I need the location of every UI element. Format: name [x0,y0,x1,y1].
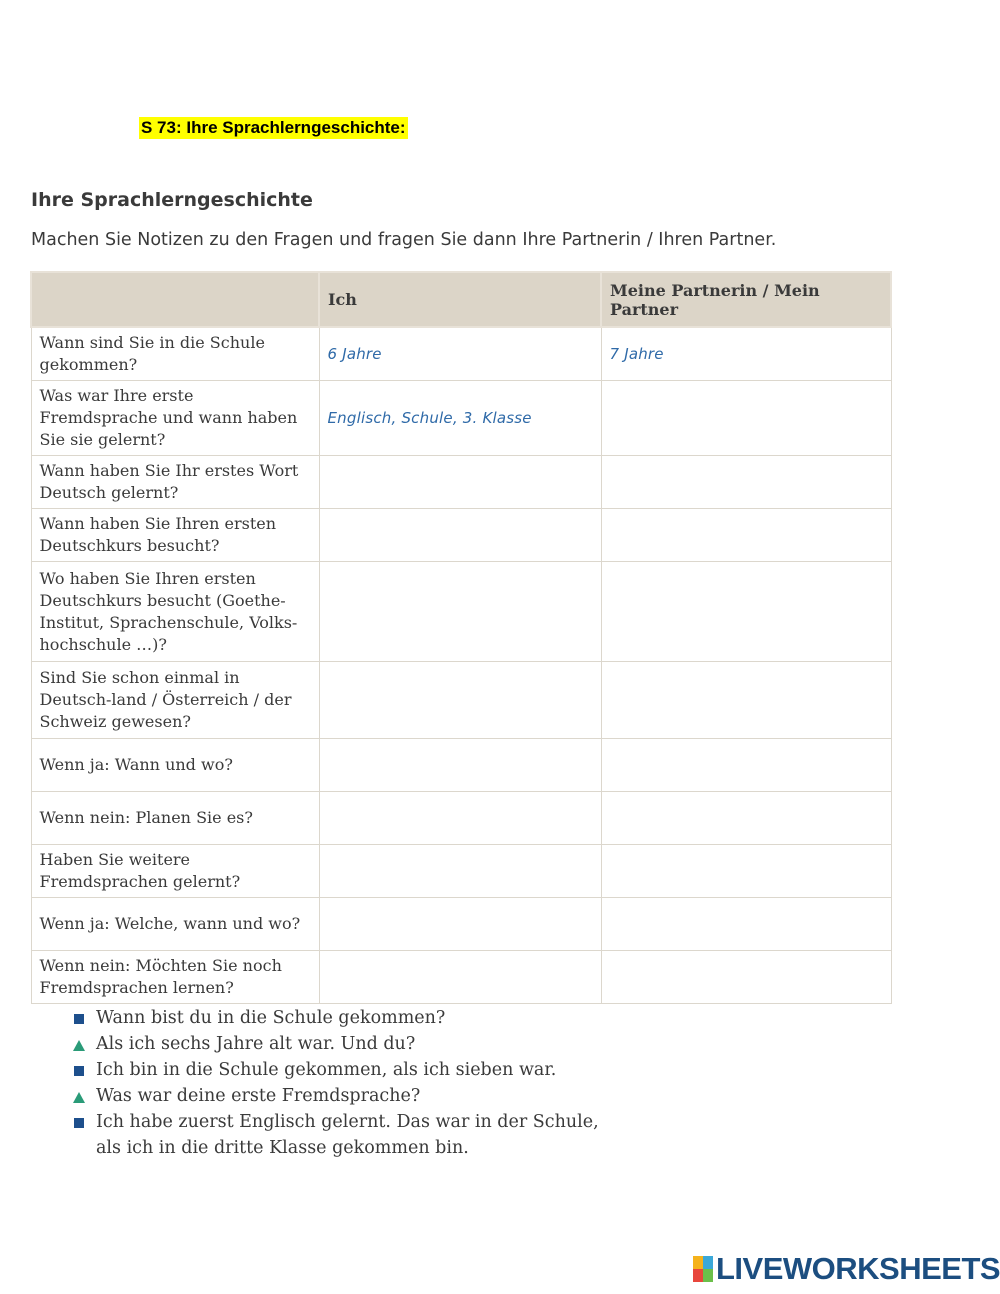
partner-answer-cell[interactable] [601,456,891,509]
ich-answer-cell[interactable] [319,456,601,509]
page-label: S 73: Ihre Sprachlerngeschichte: [141,118,406,137]
question-cell: Wann haben Sie Ihren ersten Deutschkurs besucht? [31,509,319,562]
notes-table [30,271,892,1004]
square-bullet-icon [72,1057,96,1083]
question-cell: Was war Ihre erste Fremdsprache und wann haben Sie sie gelernt? [31,381,319,456]
partner-answer-cell[interactable] [601,562,891,662]
dialog-line [72,1057,599,1083]
table-row [31,509,891,562]
ich-answer-cell[interactable]: Englisch, Schule, 3. Klasse [319,381,601,456]
ich-answer-cell[interactable] [319,792,601,845]
dialog-line [72,1031,599,1057]
table-row [31,327,891,381]
dialog-text: Als ich sechs Jahre alt war. Und du? [96,1034,416,1054]
partner-answer-cell[interactable]: 7 Jahre [601,327,891,381]
question-cell: Wo haben Sie Ihren ersten Deutschkurs besucht (Goethe-Institut, Sprachenschule, Volks-hochschule …)? [31,562,319,662]
ich-answer-cell[interactable] [319,845,601,898]
exercise-instruction: Machen Sie Notizen zu den Fragen und fragen Sie dann Ihre Partnerin / Ihren Partner. [31,230,777,250]
table-row [31,381,891,456]
question-cell: Wann haben Sie Ihr erstes Wort Deutsch gelernt? [31,456,319,509]
ich-answer-cell[interactable] [319,662,601,739]
question-cell: Wenn nein: Planen Sie es? [31,792,319,845]
table-row [31,951,891,1004]
header-ich: Ich [319,272,601,327]
dialog-text: Was war deine erste Fremdsprache? [96,1086,421,1106]
partner-answer-cell[interactable] [601,898,891,951]
partner-answer-cell[interactable] [601,845,891,898]
dialog-line [72,1005,599,1031]
triangle-bullet-icon [72,1031,96,1057]
question-cell: Wann sind Sie in die Schule gekommen? [31,327,319,381]
example-dialog [72,1005,599,1161]
partner-answer-cell[interactable] [601,662,891,739]
table-row [31,792,891,845]
question-cell: Wenn nein: Möchten Sie noch Fremdsprachen lernen? [31,951,319,1004]
table-row [31,845,891,898]
square-bullet-icon [72,1005,96,1031]
ich-answer-cell[interactable] [319,509,601,562]
question-cell: Wenn ja: Wann und wo? [31,739,319,792]
ich-answer-cell[interactable]: 6 Jahre [319,327,601,381]
ich-answer-cell[interactable] [319,739,601,792]
triangle-bullet-icon [72,1083,96,1109]
table-header-row [31,272,891,327]
ich-answer-cell[interactable] [319,898,601,951]
partner-answer-cell[interactable] [601,739,891,792]
partner-answer-cell[interactable] [601,951,891,1004]
logo-text: LIVEWORKSHEETS [716,1251,1000,1286]
ich-answer-cell[interactable] [319,562,601,662]
header-question [31,272,319,327]
table-row [31,456,891,509]
dialog-text: Wann bist du in die Schule gekommen? [96,1008,446,1028]
liveworksheets-logo [693,1252,1000,1286]
dialog-line [72,1109,599,1161]
question-cell: Sind Sie schon einmal in Deutsch-land / Österreich / der Schweiz gewesen? [31,662,319,739]
table-row [31,562,891,662]
question-cell: Haben Sie weitere Fremdsprachen gelernt? [31,845,319,898]
partner-answer-cell[interactable] [601,509,891,562]
header-partner: Meine Partnerin / Mein Partner [601,272,891,327]
table-row [31,739,891,792]
partner-answer-cell[interactable] [601,381,891,456]
exercise-title: Ihre Sprachlerngeschichte [31,189,313,211]
ich-answer-cell[interactable] [319,951,601,1004]
liveworksheets-logo-icon [693,1256,713,1282]
table-row [31,898,891,951]
question-cell: Wenn ja: Welche, wann und wo? [31,898,319,951]
table-row [31,662,891,739]
table-body [31,327,891,1004]
dialog-line [72,1083,599,1109]
dialog-text: Ich bin in die Schule gekommen, als ich sieben war. [96,1060,557,1080]
dialog-text: Ich habe zuerst Englisch gelernt. Das war in der Schule, als ich in die dritte Klasse gekommen bin. [96,1112,599,1158]
square-bullet-icon [72,1109,96,1135]
partner-answer-cell[interactable] [601,792,891,845]
